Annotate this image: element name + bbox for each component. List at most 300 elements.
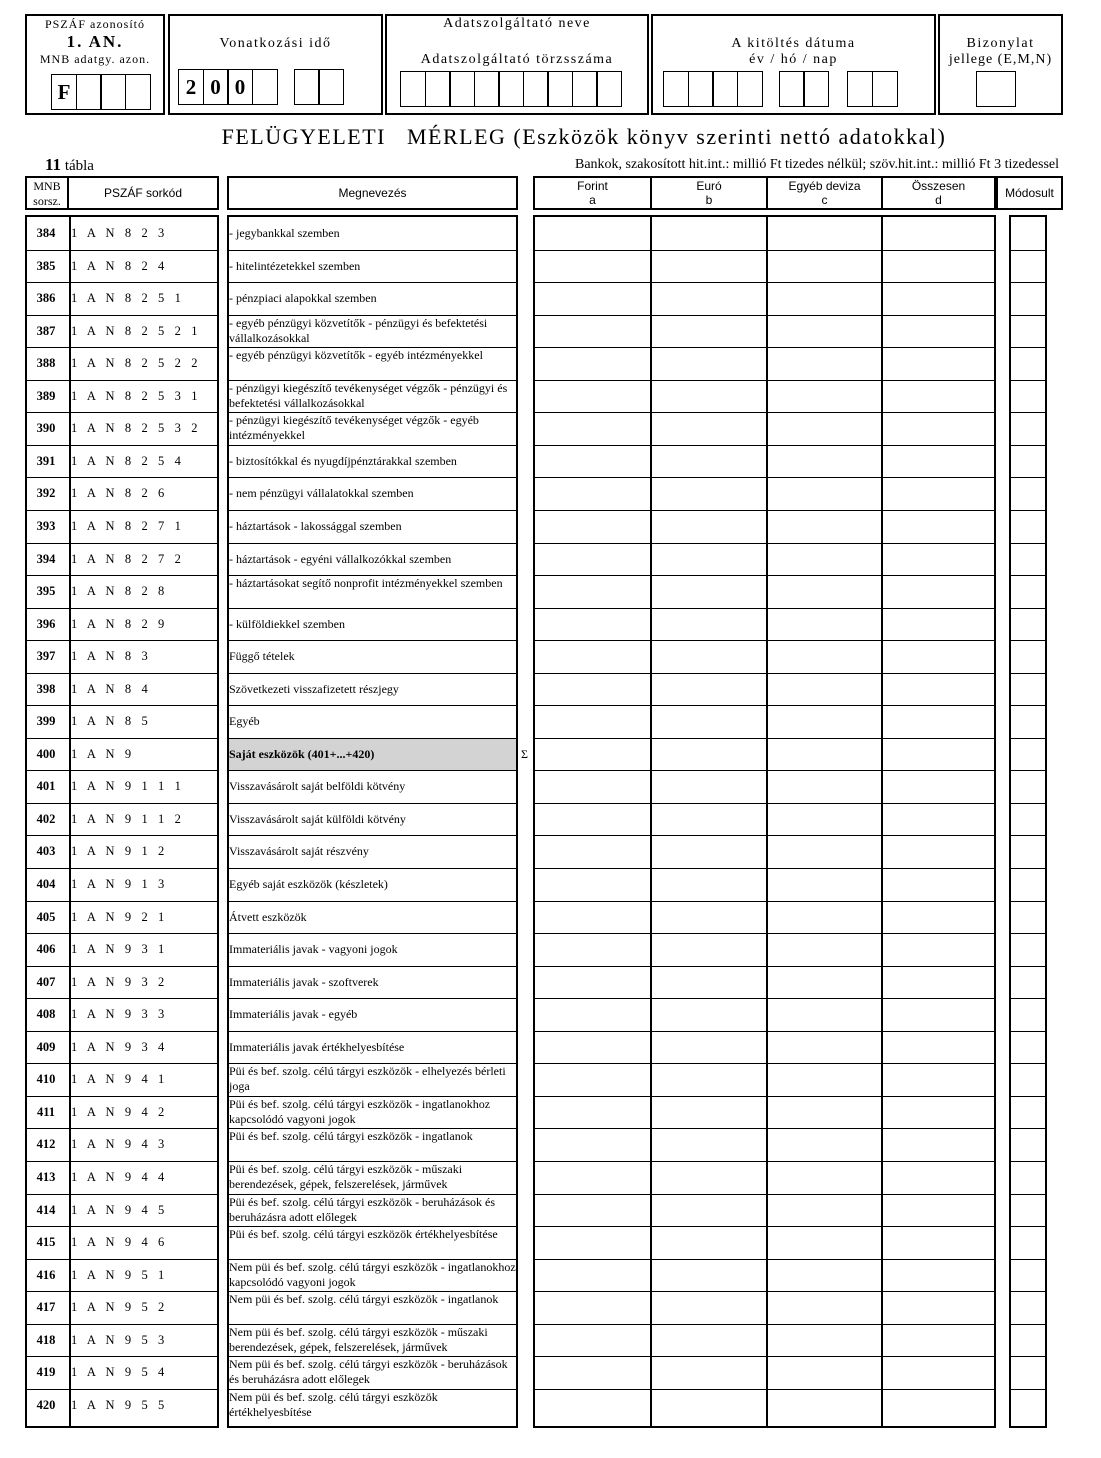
row-name: Szövetkezeti visszafizetett részjegy bbox=[229, 681, 399, 696]
value-input-cell[interactable] bbox=[651, 1325, 763, 1356]
value-input-cell[interactable] bbox=[651, 967, 763, 998]
row-pszaf-code: 1 A N 9 4 5 bbox=[71, 1202, 168, 1217]
row-pszaf-code: 1 A N 8 2 7 2 bbox=[71, 551, 185, 566]
value-input-cell[interactable] bbox=[1011, 218, 1045, 249]
row-pszaf-code: 1 A N 8 3 bbox=[71, 649, 152, 664]
row-divider bbox=[25, 1226, 219, 1227]
row-pszaf-code: 1 A N 8 4 bbox=[71, 681, 152, 696]
value-input-cell[interactable] bbox=[535, 771, 648, 802]
value-input-cell[interactable] bbox=[767, 348, 878, 379]
header-mnb-2: sorsz. bbox=[33, 194, 61, 208]
value-input-cell[interactable] bbox=[767, 902, 878, 933]
value-input-cell[interactable] bbox=[651, 641, 763, 672]
value-input-cell[interactable] bbox=[535, 348, 648, 379]
value-input-cell[interactable] bbox=[535, 1227, 648, 1258]
value-input-cell[interactable] bbox=[651, 316, 763, 347]
value-input-cell[interactable] bbox=[535, 576, 648, 607]
value-input-cell[interactable] bbox=[535, 1097, 648, 1128]
torzsszam-cell[interactable] bbox=[400, 71, 426, 107]
date-cell[interactable] bbox=[779, 71, 805, 107]
value-input-cell[interactable] bbox=[651, 544, 763, 575]
value-input-cell[interactable] bbox=[535, 836, 648, 867]
row-name: - pénzpiaci alapokkal szemben bbox=[229, 291, 377, 306]
value-input-cell[interactable] bbox=[651, 1129, 763, 1160]
value-input-cell[interactable] bbox=[882, 902, 992, 933]
value-input-cell[interactable] bbox=[651, 902, 763, 933]
value-input-cell[interactable] bbox=[535, 1195, 648, 1226]
value-input-cell[interactable] bbox=[882, 609, 992, 640]
vonatkozasi-cell[interactable] bbox=[252, 69, 278, 105]
value-input-cell[interactable] bbox=[651, 934, 763, 965]
row-divider bbox=[25, 347, 219, 348]
value-input-cell[interactable] bbox=[651, 1064, 763, 1095]
row-pszaf-code: 1 A N 9 4 4 bbox=[71, 1169, 168, 1184]
row-divider bbox=[25, 966, 219, 967]
value-input-cell[interactable] bbox=[1011, 511, 1045, 542]
value-input-cell[interactable] bbox=[1011, 771, 1045, 802]
value-input-cell[interactable] bbox=[767, 706, 878, 737]
value-input-cell[interactable] bbox=[651, 1357, 763, 1388]
row-mnb-number: 399 bbox=[36, 714, 56, 729]
row-mnb-number: 400 bbox=[36, 746, 56, 761]
row-divider bbox=[227, 803, 518, 804]
row-divider bbox=[25, 1291, 219, 1292]
value-input-cell[interactable] bbox=[767, 1162, 878, 1193]
value-input-cell[interactable] bbox=[535, 999, 648, 1030]
value-input-cell[interactable] bbox=[1011, 1292, 1045, 1323]
value-input-cell[interactable] bbox=[651, 446, 763, 477]
value-input-cell[interactable] bbox=[651, 283, 763, 314]
value-input-cell[interactable] bbox=[767, 381, 878, 412]
torzsszam-cell[interactable] bbox=[449, 71, 475, 107]
value-input-cell[interactable] bbox=[1011, 934, 1045, 965]
value-input-cell[interactable] bbox=[535, 1325, 648, 1356]
value-input-cell[interactable] bbox=[882, 1162, 992, 1193]
value-input-cell[interactable] bbox=[651, 576, 763, 607]
row-pszaf-code: 1 A N 9 1 1 1 bbox=[71, 779, 185, 794]
torzsszam-cell[interactable] bbox=[474, 71, 500, 107]
value-input-cell[interactable] bbox=[1011, 283, 1045, 314]
value-input-cell[interactable] bbox=[1011, 1097, 1045, 1128]
adatszolgaltato-torzsszam-label: Adatszolgáltató törzsszáma bbox=[420, 52, 614, 67]
value-input-cell[interactable] bbox=[651, 1097, 763, 1128]
header-pszaf-label: PSZÁF sorkód bbox=[103, 186, 183, 200]
value-input-cell[interactable] bbox=[767, 804, 878, 835]
value-input-cell[interactable] bbox=[1011, 1260, 1045, 1291]
row-pszaf-code: 1 A N 8 5 bbox=[71, 714, 152, 729]
header-euro-letter: b bbox=[705, 193, 713, 207]
date-cell[interactable] bbox=[803, 71, 829, 107]
value-input-cell[interactable] bbox=[767, 1357, 878, 1388]
header-osszesen bbox=[883, 179, 994, 207]
row-name: Visszavásárolt saját külföldi kötvény bbox=[229, 811, 406, 826]
row-divider bbox=[25, 412, 219, 413]
value-input-cell[interactable] bbox=[767, 1129, 878, 1160]
value-input-cell[interactable] bbox=[535, 934, 648, 965]
value-input-cell[interactable] bbox=[1011, 1032, 1045, 1063]
row-pszaf-code: 1 A N 9 4 6 bbox=[71, 1235, 168, 1250]
vonatkozasi-cell[interactable] bbox=[294, 69, 320, 105]
date-cell[interactable] bbox=[712, 71, 738, 107]
value-input-cell[interactable] bbox=[882, 544, 992, 575]
value-input-cell[interactable] bbox=[882, 804, 992, 835]
kitoltes-box bbox=[651, 14, 936, 115]
value-input-cell[interactable] bbox=[651, 511, 763, 542]
value-input-cell[interactable] bbox=[535, 739, 648, 770]
value-input-cell[interactable] bbox=[767, 1325, 878, 1356]
row-mnb-number: 407 bbox=[36, 974, 56, 989]
vonatkozasi-cell[interactable]: 2 bbox=[178, 69, 204, 105]
value-input-cell[interactable] bbox=[767, 1260, 878, 1291]
value-input-cell[interactable] bbox=[651, 674, 763, 705]
value-input-cell[interactable] bbox=[651, 218, 763, 249]
value-input-cell[interactable] bbox=[651, 478, 763, 509]
row-name: - egyéb pénzügyi közvetítők - pénzügyi és befektetési vállalkozásokkal bbox=[229, 315, 488, 345]
value-input-cell[interactable] bbox=[767, 836, 878, 867]
value-input-cell[interactable] bbox=[882, 706, 992, 737]
value-input-cell[interactable] bbox=[1011, 1195, 1045, 1226]
row-divider bbox=[25, 250, 219, 251]
value-input-cell[interactable] bbox=[535, 446, 648, 477]
value-input-cell[interactable] bbox=[1011, 1390, 1045, 1421]
value-input-cell[interactable] bbox=[882, 576, 992, 607]
sigma-mark: Σ bbox=[521, 746, 528, 761]
value-input-cell[interactable] bbox=[882, 934, 992, 965]
value-input-cell[interactable] bbox=[767, 446, 878, 477]
value-input-cell[interactable] bbox=[767, 1292, 878, 1323]
value-input-cell[interactable] bbox=[535, 1162, 648, 1193]
row-mnb-number: 415 bbox=[36, 1235, 56, 1250]
row-name: - pénzügyi kiegészítő tevékenységet végzők - egyéb intézményekkel bbox=[229, 413, 479, 443]
value-input-cell[interactable] bbox=[1011, 706, 1045, 737]
row-mnb-number: 409 bbox=[36, 1039, 56, 1054]
value-input-cell[interactable] bbox=[882, 967, 992, 998]
row-mnb-number: 414 bbox=[36, 1202, 56, 1217]
value-input-cell[interactable] bbox=[535, 1292, 648, 1323]
date-cell[interactable] bbox=[663, 71, 689, 107]
value-input-cell[interactable] bbox=[1011, 902, 1045, 933]
value-input-cell[interactable] bbox=[1011, 1064, 1045, 1095]
mnb-cell[interactable] bbox=[76, 74, 102, 110]
row-divider bbox=[227, 966, 518, 967]
row-pszaf-code: 1 A N 8 2 5 3 1 bbox=[71, 388, 202, 403]
value-input-cell[interactable] bbox=[1011, 1227, 1045, 1258]
torzsszam-cell[interactable] bbox=[425, 71, 451, 107]
value-input-cell[interactable] bbox=[535, 902, 648, 933]
row-mnb-number: 391 bbox=[36, 453, 56, 468]
value-input-cell[interactable] bbox=[535, 1032, 648, 1063]
value-input-cell[interactable] bbox=[651, 739, 763, 770]
row-pszaf-code: 1 A N 9 5 3 bbox=[71, 1332, 168, 1347]
value-input-cell[interactable] bbox=[651, 771, 763, 802]
value-input-cell[interactable] bbox=[767, 967, 878, 998]
value-input-cell[interactable] bbox=[535, 674, 648, 705]
row-name: - biztosítókkal és nyugdíjpénztárakkal szemben bbox=[229, 453, 457, 468]
value-input-cell[interactable] bbox=[767, 739, 878, 770]
row-mnb-number: 394 bbox=[36, 551, 56, 566]
value-input-cell[interactable] bbox=[882, 1292, 992, 1323]
value-input-cell[interactable] bbox=[651, 413, 763, 444]
value-input-cell[interactable] bbox=[767, 316, 878, 347]
vonatkozasi-cell[interactable]: 0 bbox=[227, 69, 253, 105]
row-divider bbox=[25, 835, 219, 836]
value-input-cell[interactable] bbox=[767, 511, 878, 542]
value-input-cell[interactable] bbox=[1011, 478, 1045, 509]
value-input-cell[interactable] bbox=[882, 641, 992, 672]
torzsszam-cell[interactable] bbox=[498, 71, 524, 107]
value-input-cell[interactable] bbox=[882, 1097, 992, 1128]
torzsszam-cell[interactable] bbox=[596, 71, 622, 107]
date-cell[interactable] bbox=[872, 71, 898, 107]
header-megnevezes bbox=[227, 176, 518, 210]
value-input-cell[interactable] bbox=[882, 869, 992, 900]
vonatkozasi-cell[interactable] bbox=[318, 69, 344, 105]
value-input-cell[interactable] bbox=[651, 999, 763, 1030]
torzsszam-cells[interactable] bbox=[400, 71, 622, 107]
row-mnb-number: 393 bbox=[36, 518, 56, 533]
bizonylat-cell[interactable] bbox=[976, 71, 1016, 107]
value-input-cell[interactable] bbox=[767, 934, 878, 965]
vonatkozasi-box bbox=[168, 14, 383, 115]
row-mnb-number: 404 bbox=[36, 877, 56, 891]
row-name: - háztartásokat segítő nonprofit intézményekkel szemben bbox=[229, 576, 503, 591]
value-input-cell[interactable] bbox=[767, 1064, 878, 1095]
value-input-cell[interactable] bbox=[535, 869, 648, 900]
date-cell[interactable] bbox=[847, 71, 873, 107]
row-divider bbox=[25, 477, 219, 478]
date-cell[interactable] bbox=[737, 71, 763, 107]
value-input-cell[interactable] bbox=[535, 804, 648, 835]
bizonylat-box bbox=[938, 14, 1063, 115]
value-input-cell[interactable] bbox=[767, 674, 878, 705]
value-input-cell[interactable] bbox=[651, 869, 763, 900]
value-input-cell[interactable] bbox=[767, 283, 878, 314]
row-pszaf-code: 1 A N 8 2 5 2 2 bbox=[71, 356, 202, 371]
value-input-cell[interactable] bbox=[767, 641, 878, 672]
value-input-cell[interactable] bbox=[882, 316, 992, 347]
value-input-cell[interactable] bbox=[535, 478, 648, 509]
row-pszaf-code: 1 A N 9 4 3 bbox=[71, 1137, 168, 1152]
value-input-cell[interactable] bbox=[651, 836, 763, 867]
value-input-cell[interactable] bbox=[767, 1097, 878, 1128]
value-input-cell[interactable] bbox=[767, 869, 878, 900]
value-input-cell[interactable] bbox=[535, 1064, 648, 1095]
pszaf-label: PSZÁF azonosító bbox=[44, 17, 145, 31]
value-input-cell[interactable] bbox=[535, 706, 648, 737]
row-mnb-number: 416 bbox=[36, 1267, 56, 1282]
mnb-label: MNB adatgy. azon. bbox=[39, 52, 151, 66]
value-input-cell[interactable] bbox=[1011, 641, 1045, 672]
header-modosult-label: Módosult bbox=[1005, 186, 1054, 200]
value-input-cell[interactable] bbox=[535, 413, 648, 444]
value-input-cell[interactable] bbox=[1011, 348, 1045, 379]
value-input-cell[interactable] bbox=[1011, 674, 1045, 705]
row-pszaf-code: 1 A N 9 4 1 bbox=[71, 1072, 168, 1087]
value-input-cell[interactable] bbox=[767, 1032, 878, 1063]
value-input-cell[interactable] bbox=[882, 348, 992, 379]
value-input-cell[interactable] bbox=[651, 1032, 763, 1063]
value-input-cell[interactable] bbox=[535, 1129, 648, 1160]
value-input-cell[interactable] bbox=[767, 609, 878, 640]
value-input-cell[interactable] bbox=[882, 446, 992, 477]
torzsszam-cell[interactable] bbox=[523, 71, 549, 107]
value-input-cell[interactable] bbox=[651, 609, 763, 640]
torzsszam-cell[interactable] bbox=[547, 71, 573, 107]
value-input-cell[interactable] bbox=[767, 771, 878, 802]
row-mnb-number: 402 bbox=[36, 811, 56, 826]
value-input-cell[interactable] bbox=[535, 641, 648, 672]
value-input-cell[interactable] bbox=[882, 1064, 992, 1095]
row-name: Püi és bef. szolg. célú tárgyi eszközök - ingatlanok bbox=[229, 1129, 473, 1144]
row-pszaf-code: 1 A N 9 2 1 bbox=[71, 909, 168, 924]
table-number-value: 11 bbox=[45, 155, 62, 174]
value-input-cell[interactable] bbox=[882, 251, 992, 282]
value-input-cell[interactable] bbox=[767, 218, 878, 249]
value-input-cell[interactable] bbox=[535, 609, 648, 640]
value-input-cell[interactable] bbox=[1011, 999, 1045, 1030]
value-input-cell[interactable] bbox=[882, 1260, 992, 1291]
value-input-cell[interactable] bbox=[1011, 967, 1045, 998]
row-divider bbox=[25, 933, 219, 934]
value-input-cell[interactable] bbox=[882, 511, 992, 542]
value-input-cell[interactable] bbox=[767, 478, 878, 509]
value-input-cell[interactable] bbox=[882, 413, 992, 444]
value-input-cell[interactable] bbox=[882, 674, 992, 705]
value-input-cell[interactable] bbox=[1011, 381, 1045, 412]
mnb-id-cells[interactable] bbox=[51, 74, 151, 110]
value-input-cell[interactable] bbox=[1011, 1129, 1045, 1160]
value-input-cell[interactable] bbox=[1011, 1357, 1045, 1388]
value-input-cell[interactable] bbox=[535, 511, 648, 542]
value-input-cell[interactable] bbox=[1011, 576, 1045, 607]
value-input-cell[interactable] bbox=[1011, 544, 1045, 575]
value-input-cell[interactable] bbox=[535, 967, 648, 998]
date-cell[interactable] bbox=[688, 71, 714, 107]
value-input-cell[interactable] bbox=[1011, 1162, 1045, 1193]
header-forint-letter: a bbox=[589, 193, 596, 207]
value-input-cell[interactable] bbox=[535, 316, 648, 347]
row-pszaf-code: 1 A N 9 5 2 bbox=[71, 1300, 168, 1315]
row-name: Immateriális javak - egyéb bbox=[229, 1007, 358, 1022]
mnb-cell[interactable] bbox=[125, 74, 151, 110]
value-input-cell[interactable] bbox=[767, 1227, 878, 1258]
value-input-cell[interactable] bbox=[1011, 446, 1045, 477]
value-input-cell[interactable] bbox=[767, 413, 878, 444]
value-input-cell[interactable] bbox=[882, 381, 992, 412]
header-osszesen-letter: d bbox=[935, 193, 942, 207]
kitoltes-cells[interactable] bbox=[663, 71, 898, 107]
row-divider bbox=[227, 510, 518, 511]
value-input-cell[interactable] bbox=[882, 1390, 992, 1421]
value-input-cell[interactable] bbox=[1011, 739, 1045, 770]
value-input-cell[interactable] bbox=[535, 283, 648, 314]
value-input-cell[interactable] bbox=[1011, 609, 1045, 640]
value-input-cell[interactable] bbox=[535, 544, 648, 575]
value-input-cell[interactable] bbox=[535, 251, 648, 282]
value-input-cell[interactable] bbox=[882, 1032, 992, 1063]
row-mnb-number: 392 bbox=[36, 486, 56, 501]
value-input-cell[interactable] bbox=[651, 1390, 763, 1421]
value-input-cell[interactable] bbox=[651, 1195, 763, 1226]
value-input-cell[interactable] bbox=[767, 999, 878, 1030]
value-input-cell[interactable] bbox=[535, 218, 648, 249]
value-input-cell[interactable] bbox=[882, 771, 992, 802]
mnb-cell[interactable]: F bbox=[51, 74, 77, 110]
value-input-cell[interactable] bbox=[651, 1227, 763, 1258]
value-input-cell[interactable] bbox=[535, 1357, 648, 1388]
value-input-cell[interactable] bbox=[651, 381, 763, 412]
value-input-cell[interactable] bbox=[1011, 804, 1045, 835]
row-divider bbox=[25, 510, 219, 511]
value-input-cell[interactable] bbox=[882, 836, 992, 867]
value-input-cell[interactable] bbox=[882, 1357, 992, 1388]
value-input-cell[interactable] bbox=[767, 251, 878, 282]
vonatkozasi-cells[interactable] bbox=[178, 69, 344, 105]
row-pszaf-code: 1 A N 8 2 8 bbox=[71, 584, 168, 599]
row-mnb-number: 401 bbox=[36, 779, 56, 794]
row-divider bbox=[25, 705, 219, 706]
bizonylat-cells[interactable] bbox=[976, 71, 1016, 107]
value-input-cell[interactable] bbox=[1011, 316, 1045, 347]
value-input-cell[interactable] bbox=[651, 1292, 763, 1323]
value-input-cell[interactable] bbox=[767, 576, 878, 607]
vonatkozasi-label: Vonatkozási idő bbox=[219, 36, 332, 51]
value-input-cell[interactable] bbox=[535, 381, 648, 412]
value-input-cell[interactable] bbox=[882, 999, 992, 1030]
row-divider bbox=[25, 640, 219, 641]
torzsszam-cell[interactable] bbox=[572, 71, 598, 107]
value-input-cell[interactable] bbox=[767, 1390, 878, 1421]
value-input-cell[interactable] bbox=[1011, 1325, 1045, 1356]
value-input-cell[interactable] bbox=[767, 544, 878, 575]
value-input-cell[interactable] bbox=[651, 251, 763, 282]
page-title: FELÜGYELETI MÉRLEG (Eszközök könyv szerinti nettó adatokkal) bbox=[221, 124, 947, 149]
row-divider bbox=[25, 1194, 219, 1195]
value-input-cell[interactable] bbox=[535, 1390, 648, 1421]
value-input-cell[interactable] bbox=[882, 478, 992, 509]
value-input-cell[interactable] bbox=[882, 1325, 992, 1356]
value-input-cell[interactable] bbox=[882, 739, 992, 770]
row-divider bbox=[227, 705, 518, 706]
value-input-cell[interactable] bbox=[882, 1227, 992, 1258]
value-input-cell[interactable] bbox=[882, 1195, 992, 1226]
value-input-cell[interactable] bbox=[1011, 836, 1045, 867]
row-name: Immateriális javak - szoftverek bbox=[229, 974, 379, 989]
row-divider bbox=[25, 1324, 219, 1325]
row-name: Püi és bef. szolg. célú tárgyi eszközök értékhelyesbítése bbox=[229, 1227, 498, 1242]
value-input-cell[interactable] bbox=[882, 218, 992, 249]
value-input-cell[interactable] bbox=[651, 804, 763, 835]
value-input-cell[interactable] bbox=[535, 1260, 648, 1291]
value-input-cell[interactable] bbox=[1011, 413, 1045, 444]
row-divider bbox=[227, 933, 518, 934]
value-input-cell[interactable] bbox=[651, 1260, 763, 1291]
value-input-cell[interactable] bbox=[882, 1129, 992, 1160]
row-mnb-number: 389 bbox=[36, 388, 56, 403]
header-egyeb bbox=[768, 179, 881, 207]
value-input-cell[interactable] bbox=[651, 1162, 763, 1193]
value-input-cell[interactable] bbox=[767, 1195, 878, 1226]
value-input-cell[interactable] bbox=[1011, 869, 1045, 900]
value-input-cell[interactable] bbox=[651, 706, 763, 737]
value-input-cell[interactable] bbox=[882, 283, 992, 314]
vonatkozasi-cell[interactable]: 0 bbox=[203, 69, 229, 105]
value-input-cell[interactable] bbox=[1011, 251, 1045, 282]
row-pszaf-code: 1 A N 9 3 4 bbox=[71, 1039, 168, 1054]
value-input-cell[interactable] bbox=[651, 348, 763, 379]
mnb-cell[interactable] bbox=[100, 74, 126, 110]
row-divider bbox=[25, 575, 219, 576]
